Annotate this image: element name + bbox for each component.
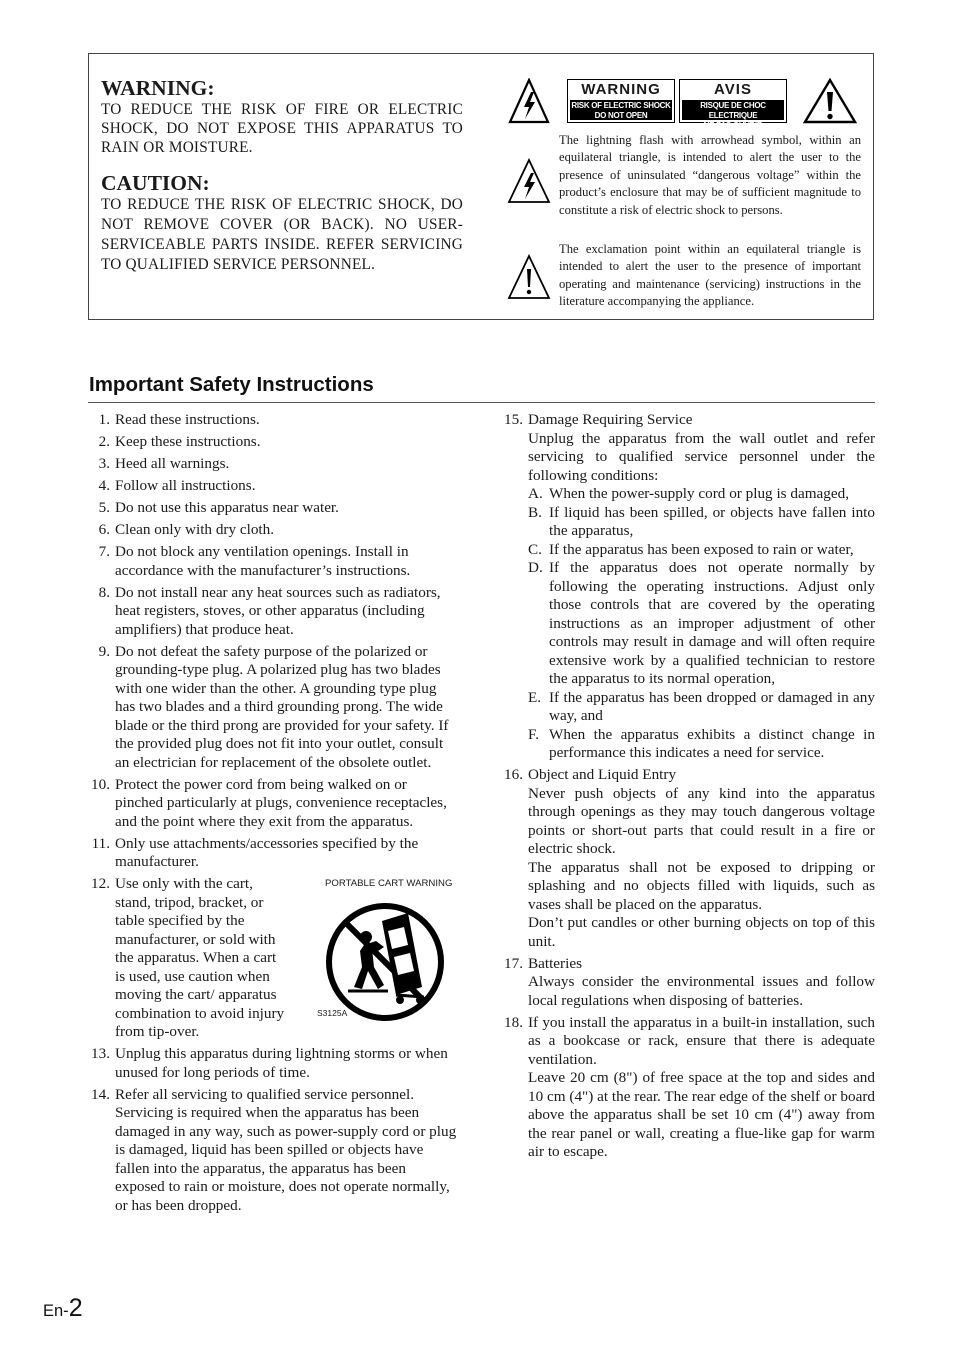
item-number: 15. [504, 411, 523, 428]
item-paragraph: Don’t put candles or other burning objects on top of this unit. [528, 914, 875, 950]
avis-label-subtitle [682, 100, 784, 130]
sub-item-letter: B. [528, 503, 542, 521]
item-number: 16. [504, 766, 523, 783]
item-text: Do not defeat the safety purpose of the polarized or grounding-type plug. A polarized plug has two blades with one wider than the other. A grounding type plug has two blades and a third grounding prong. The wide blade or the third prong are provided for your safety. If the provided plug does not fit into your outlet, consult an electrician for replacement of the obsolete outlet. [115, 642, 449, 771]
item-text: Keep these instructions. [115, 433, 261, 450]
caution-text: TO REDUCE THE RISK OF ELECTRIC SHOCK, DO NOT REMOVE COVER (OR BACK). NO USER-SERVICEABLE PARTS INSIDE. REFER SERVICING TO QUALIFIED SERVICE PERSONNEL. [101, 196, 463, 273]
exclamation-triangle-icon [507, 254, 551, 305]
sub-list-item [528, 726, 875, 763]
item-number: 3. [98, 455, 110, 472]
list-item [88, 477, 458, 496]
item-paragraph: If you install the apparatus in a built-in installation, such as a bookcase or rack, ensure that there is adequate ventilation. [528, 1013, 875, 1068]
item-text: Refer all servicing to qualified service personnel. Servicing is required when the apparatus has been damaged in any way, such as power-supply cord or plug is damaged, liquid has been spilled or objects have fallen into the apparatus, the apparatus has been exposed to rain or moisture, does not operate normally, or has been dropped. [115, 1085, 457, 1214]
item-text: Read these instructions. [115, 411, 260, 428]
item-title: Object and Liquid Entry [528, 766, 677, 783]
sub-item-text: If the apparatus has been exposed to rain or water, [549, 540, 854, 558]
item-number: 2. [98, 433, 110, 450]
list-item-batteries [501, 955, 875, 1011]
item-number: 7. [98, 543, 110, 560]
item-paragraph: Leave 20 cm (8") of free space at the top and sides and 10 cm (4") at the rear. The rear edge of the shelf or board above the apparatus shall be set 10 cm (4") away from the rear panel or wall, creating a flue-like gap for warm air to escape. [528, 1069, 875, 1160]
item-text: Follow all instructions. [115, 477, 256, 494]
avis-label [679, 79, 787, 130]
item-paragraph: Always consider the environmental issues and follow local regulations when disposing of batteries. [528, 973, 875, 1009]
list-item-object-liquid-entry [501, 766, 875, 951]
left-column [88, 411, 458, 1219]
warning-caution-block [101, 76, 463, 275]
list-item [88, 584, 458, 640]
sub-item-letter: F. [528, 725, 540, 743]
item-number: 4. [98, 477, 110, 494]
sub-item-text: When the apparatus exhibits a distinct change in performance this indicates a need for service. [549, 725, 875, 761]
warning-text: TO REDUCE THE RISK OF FIRE OR ELECTRIC SHOCK, DO NOT EXPOSE THIS APPARATUS TO RAIN OR MOISTURE. [101, 101, 463, 156]
lightning-triangle-icon [508, 78, 550, 129]
item-text: Only use attachments/accessories specified by the manufacturer. [115, 834, 419, 870]
sub-item-text: If the apparatus does not operate normally by following the operating instructions. Adjust only those controls that are covered by the operating instructions as an improper adjustment of other controls may result in damage and will often require extensive work by a qualified technician to restore the apparatus to its normal operation, [549, 559, 875, 687]
list-item-built-in-installation [501, 1014, 875, 1162]
list-item [88, 455, 458, 474]
section-divider [88, 402, 875, 403]
sub-list-item [528, 559, 875, 689]
list-item [88, 1086, 458, 1216]
warning-box [88, 53, 874, 320]
item-text: Protect the power cord from being walked on or pinched particularly at plugs, convenience receptacles, and the point where they exit from the apparatus. [115, 775, 447, 830]
list-item [88, 521, 458, 540]
avis-label-title: AVIS [714, 81, 752, 98]
list-item-damage-requiring-service [501, 411, 875, 763]
warning-label [567, 79, 675, 123]
warning-label-line1: RISK OF ELECTRIC SHOCK [571, 101, 671, 110]
item-number: 13. [91, 1045, 110, 1062]
lightning-symbol-description: The lightning flash with arrowhead symbol, within an equilateral triangle, is intended to alert the user to the presence of uninsulated “dangerous voltage” within the product’s enclosure that may be of sufficient magnitude to constitute a risk of electric shock to persons. [559, 133, 861, 217]
list-item [88, 1045, 458, 1082]
item-paragraph: Never push objects of any kind into the apparatus through openings as they may touch dangerous voltage points or short-out parts that could result in a fire or electric shock. [528, 784, 875, 857]
portable-cart-warning-figure [316, 875, 476, 1025]
cart-caption: PORTABLE CART WARNING [325, 878, 453, 889]
sub-list-item [528, 504, 875, 541]
page-number [43, 1294, 83, 1323]
item-number: 14. [91, 1085, 110, 1103]
list-item [88, 499, 458, 518]
item-number: 12. [91, 875, 110, 892]
item-text: Use only with the cart, stand, tripod, bracket, or table specified by the manufacturer, or sold with the apparatus. When a cart is used, use caution when moving the cart/ apparatus combination to avoid injury from tip-over. [115, 875, 285, 1040]
avis-label-line1: RISQUE DE CHOC ELECTRIQUE [700, 101, 766, 120]
item-text: Do not block any ventilation openings. Install in accordance with the manufacturer’s instructions. [115, 543, 411, 579]
sub-list-item [528, 689, 875, 726]
item-paragraph: The apparatus shall not be exposed to dripping or splashing and no objects filled with liquids, such as vases shall be placed on the apparatus. [528, 858, 875, 913]
item-text: Do not use this apparatus near water. [115, 499, 339, 516]
item-number: 1. [98, 411, 110, 428]
item-title: Damage Requiring Service [528, 411, 693, 428]
warning-label-line2: DO NOT OPEN [594, 111, 648, 120]
item-number: 18. [504, 1013, 523, 1031]
caution-heading: CAUTION: [101, 171, 210, 195]
item-number: 17. [504, 954, 523, 972]
sub-item-letter: D. [528, 559, 543, 576]
sub-item-text: If liquid has been spilled, or objects have fallen into the apparatus, [549, 503, 875, 539]
exclamation-symbol-description: The exclamation point within an equilateral triangle is intended to alert the user to the presence of important operating and maintenance (servicing) instructions in the literature accompanying the appliance. [559, 242, 861, 309]
list-item [88, 776, 458, 832]
list-item-cart [88, 875, 458, 1042]
page-number-prefix: En- [43, 1302, 69, 1320]
cart-figure-code: S3125A [317, 1008, 348, 1018]
lightning-triangle-icon [507, 158, 551, 209]
sub-item-letter: A. [528, 485, 543, 502]
item-number: 5. [98, 499, 110, 516]
item-paragraph: Unplug the apparatus from the wall outlet and refer servicing to qualified service personnel under the following conditions: [528, 429, 875, 484]
item-text: Do not install near any heat sources such as radiators, heat registers, stoves, or other apparatus (including amplifiers) that produce heat. [115, 583, 441, 638]
sub-list-item [528, 485, 875, 504]
sub-item-letter: C. [528, 540, 542, 558]
item-text: Unplug this apparatus during lightning storms or when unused for long periods of time. [115, 1045, 448, 1081]
item-text: Heed all warnings. [115, 455, 230, 472]
exclamation-triangle-icon [803, 78, 857, 129]
list-item [88, 411, 458, 430]
item-number: 9. [98, 642, 110, 660]
item-title: Batteries [528, 954, 582, 972]
list-item [88, 543, 458, 580]
sub-item-text: When the power-supply cord or plug is damaged, [549, 485, 849, 502]
warning-label-title: WARNING [581, 81, 661, 98]
list-item [88, 643, 458, 773]
list-item [88, 835, 458, 872]
avis-label-line2: NE PAS OUVRIR [703, 121, 763, 130]
sub-list-item [528, 541, 875, 560]
section-title: Important Safety Instructions [89, 373, 374, 396]
item-number: 6. [98, 521, 110, 538]
list-item [88, 433, 458, 452]
page-number-digit: 2 [68, 1294, 83, 1322]
warning-heading: WARNING: [101, 76, 215, 100]
item-number: 11. [91, 834, 110, 852]
right-column [501, 411, 875, 1165]
sub-item-text: If the apparatus has been dropped or damaged in any way, and [549, 688, 875, 724]
item-number: 8. [98, 583, 110, 601]
item-text: Clean only with dry cloth. [115, 521, 275, 538]
warning-label-subtitle [570, 100, 672, 120]
sub-item-letter: E. [528, 688, 542, 706]
item-number: 10. [91, 775, 110, 793]
